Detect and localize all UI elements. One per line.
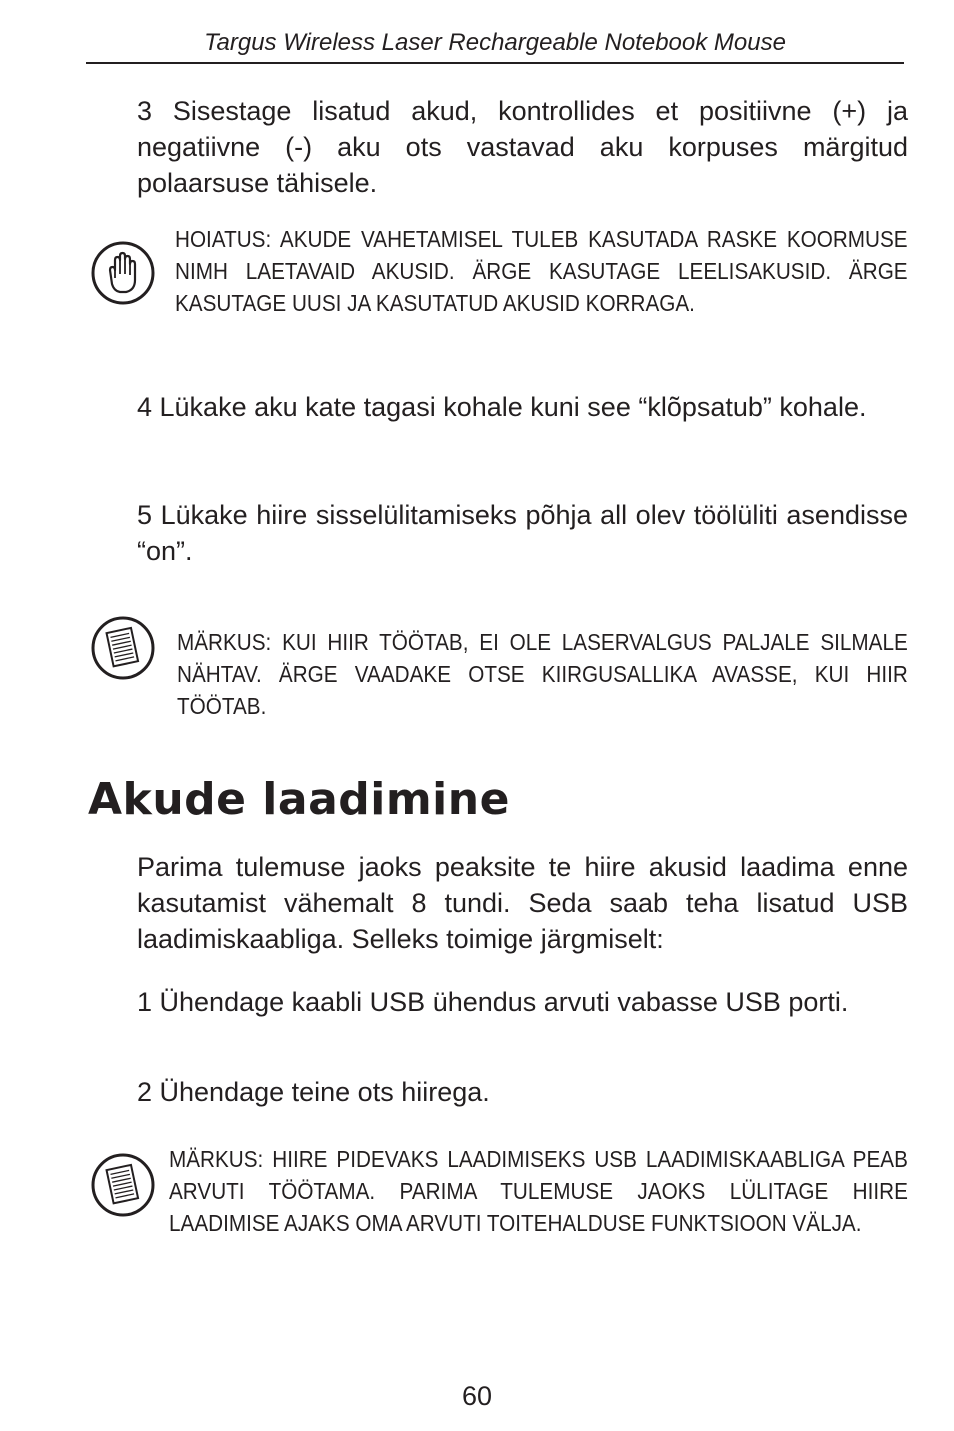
step-3: 3 Sisestage lisatud akud, kontrollides et positiivne (+) ja negatiivne (-) aku ots vastavad aku korpuses märgitud polaarsuse tähisele.	[137, 96, 908, 198]
notepad-icon	[90, 615, 156, 681]
notepad-icon	[90, 1152, 156, 1218]
page-number: 60	[461, 1381, 493, 1411]
step-5: 5 Lükake hiire sisselülitamiseks põhja all olev töölüliti asendisse “on”.	[137, 500, 908, 566]
running-header: Targus Wireless Laser Rechargeable Notebook Mouse	[204, 29, 786, 56]
section-intro: Parima tulemuse jaoks peaksite te hiire akusid laadima enne kasutamist vähemalt 8 tundi. Seda saab teha lisatud USB laadimiskaabliga. Selleks toimige järgmiselt:	[137, 852, 908, 954]
hand-stop-icon	[90, 240, 156, 306]
warning-text: HOIATUS: AKUDE VAHETAMISEL TULEB KASUTADA RASKE KOORMUSE NIMH LAETAVAID AKUSID. ÄRGE KASUTAGE LEELISAKUSID. ÄRGE KASUTAGE UUSI JA KASUTATUD AKUSID KORRAGA.	[175, 226, 908, 316]
note-2-text: MÄRKUS: HIIRE PIDEVAKS LAADIMISEKS USB LAADIMISKAABLIGA PEAB ARVUTI TÖÖTAMA. PARIMA TULEMUSE JAOKS LÜLITAGE HIIRE LAADIMISE AJAKS OMA ARVUTI TOITEHALDUSE FUNKTSIOON VÄLJA.	[169, 1146, 908, 1236]
header-rule	[86, 62, 904, 64]
note-1-text: MÄRKUS: KUI HIIR TÖÖTAB, EI OLE LASERVALGUS PALJALE SILMALE NÄHTAV. ÄRGE VAADAKE OTSE KIIRGUSALLIKA AVASSE, KUI HIIR TÖÖTAB.	[177, 629, 908, 719]
charging-step-2: 2 Ühendage teine ots hiirega.	[137, 1077, 490, 1107]
section-heading: Akude laadimine	[88, 774, 510, 825]
charging-step-1: 1 Ühendage kaabli USB ühendus arvuti vabasse USB porti.	[137, 987, 849, 1017]
step-4: 4 Lükake aku kate tagasi kohale kuni see “klõpsatub” kohale.	[137, 392, 867, 422]
